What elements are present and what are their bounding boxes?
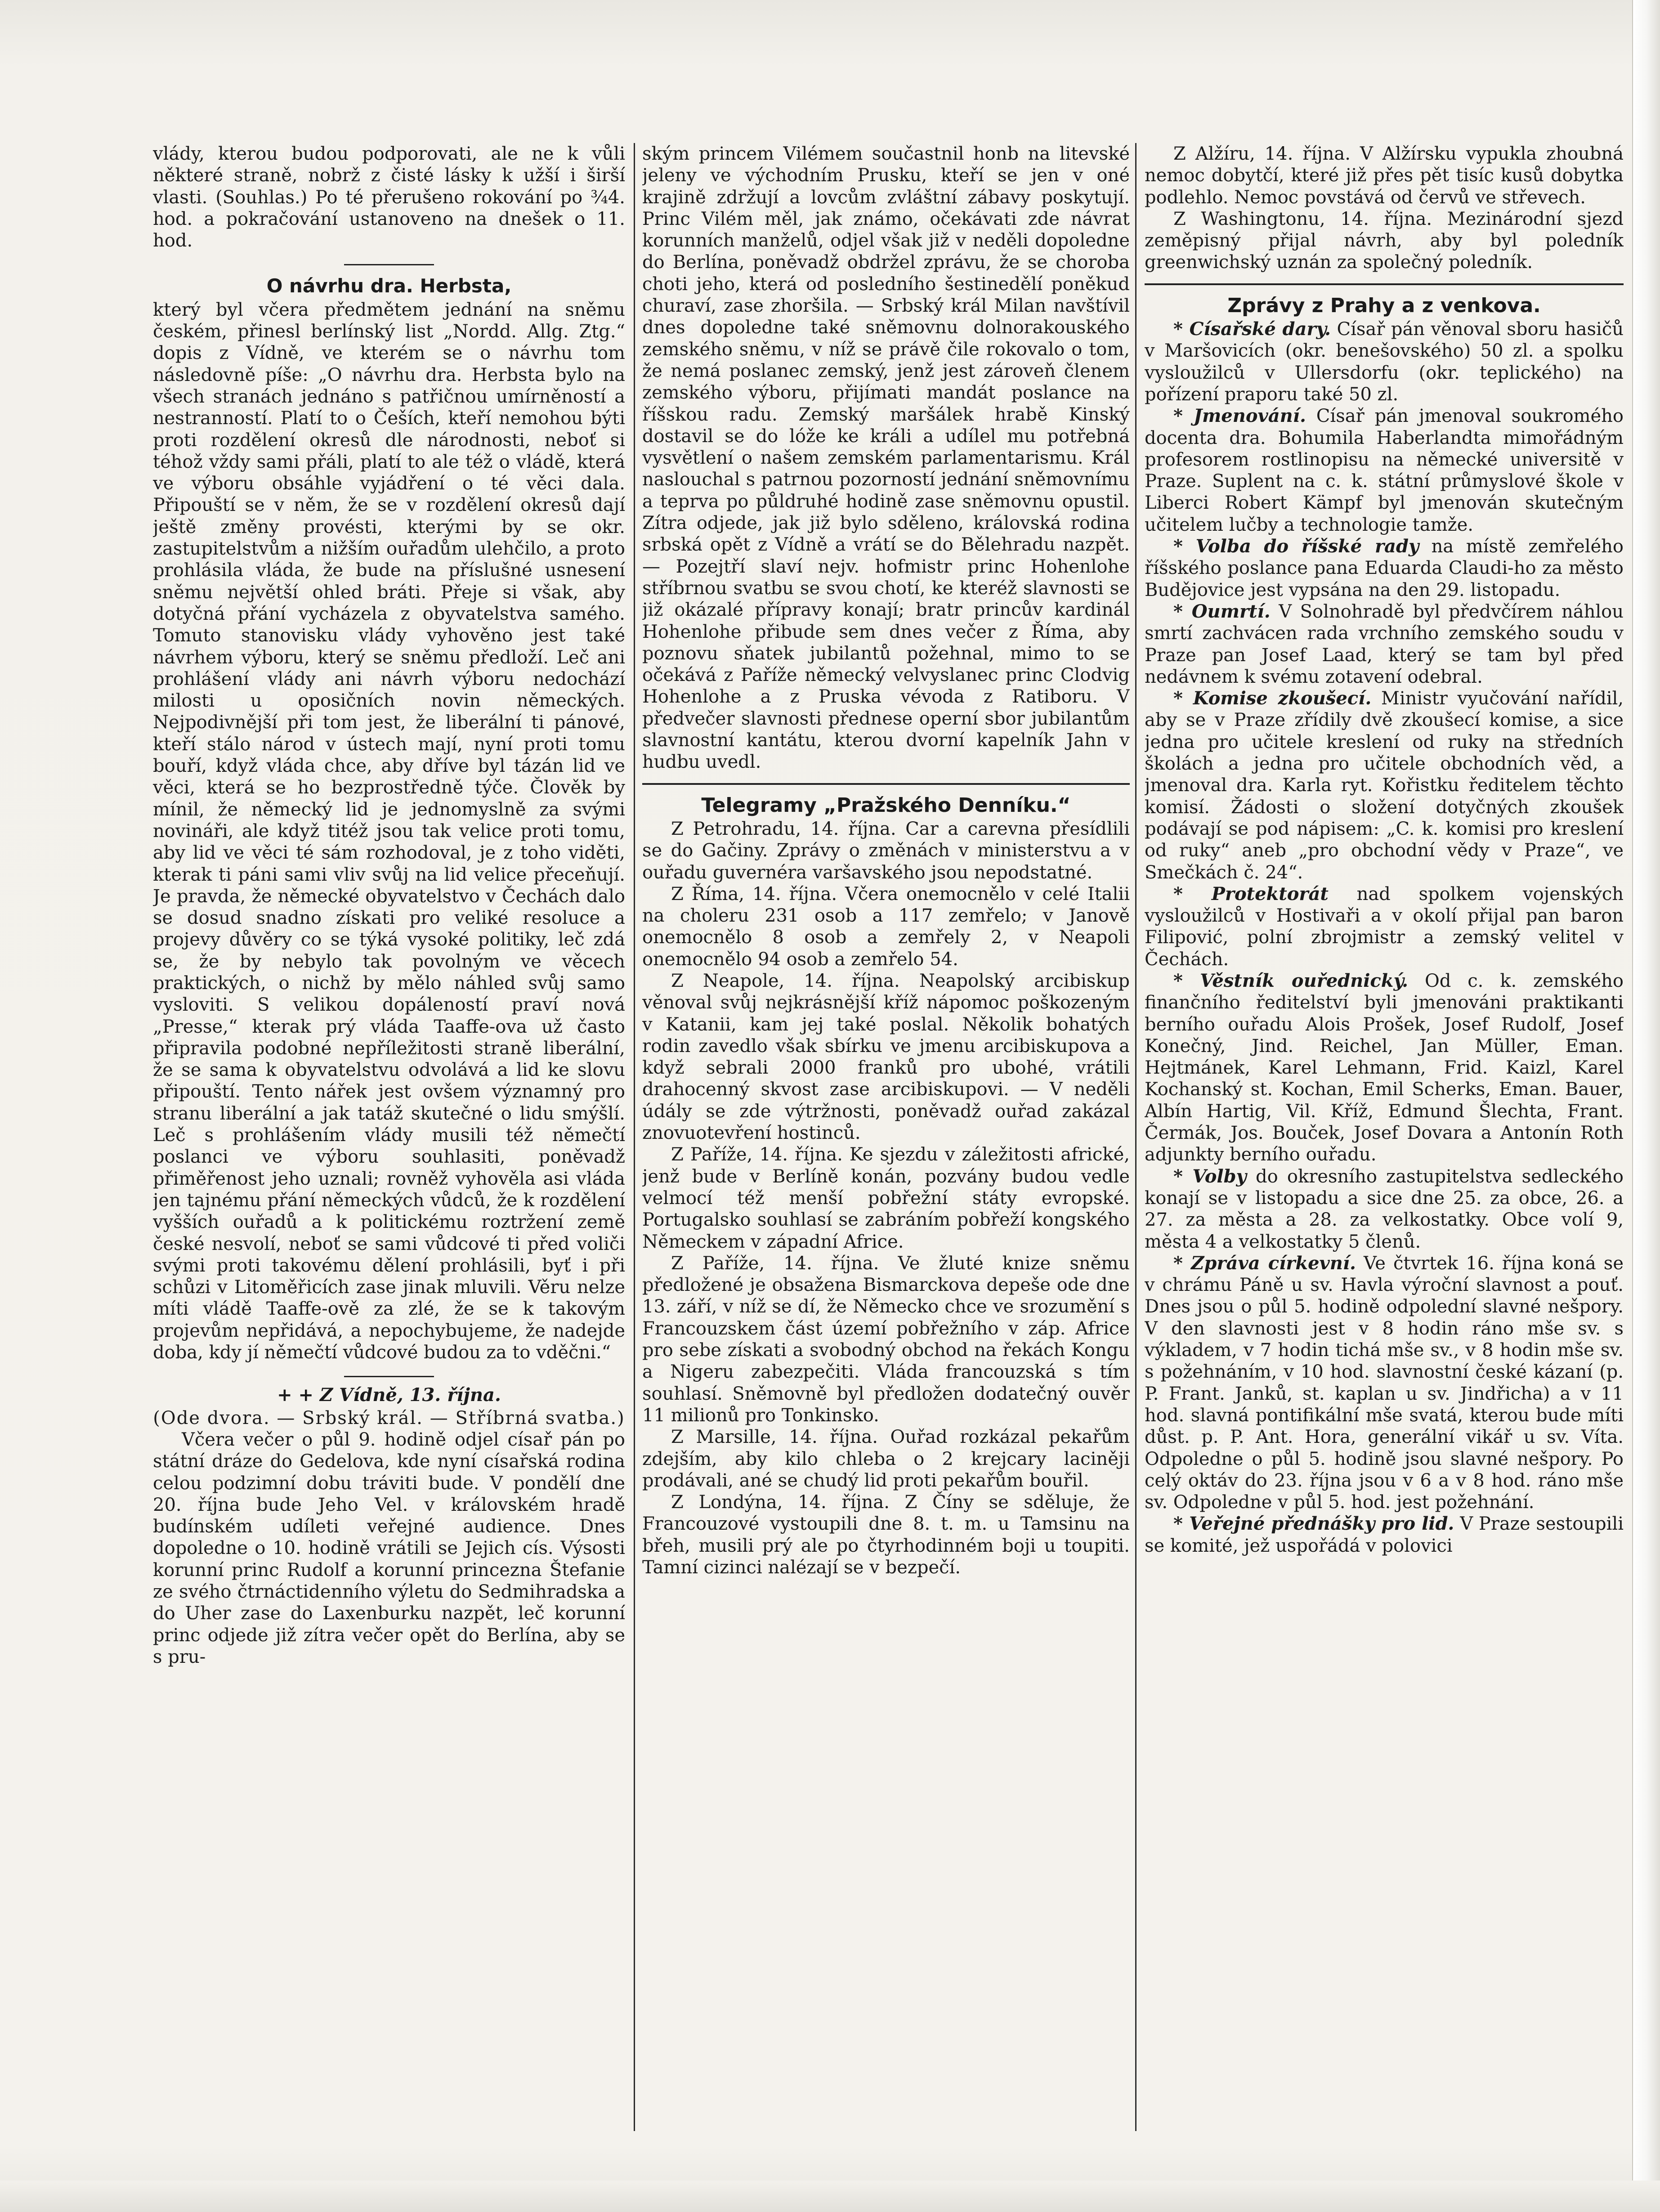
news-item-1-title: * Císařské dary. (1173, 318, 1331, 340)
column-2 (642, 143, 1130, 2140)
telegram-5: Z Paříže, 14. října. Ve žluté knize sněmu předložené je obsažena Bismarckova depeše ode dne 13. září, v níž se dí, že Německo chce ve srozumění s Francouzskem část území pobřežního v záp. Africe pro sebe získati a svobodný obchod na řekách Kongu a Nigeru zabezpečiti. Vláda francouzská s tím souhlasí. Sněmovně byl předložen dodatečný ouvěr 11 milionů pro Tonkinsko. (642, 1253, 1130, 1426)
news-item-8-title: * Volby (1173, 1165, 1247, 1187)
news-item-10-title: * Veřejné přednášky pro lid. (1173, 1513, 1454, 1535)
news-item-8 (1145, 1166, 1624, 1253)
news-item-5-title: * Komise zkoušecí. (1173, 688, 1372, 709)
telegram-6: Z Marsille, 14. října. Ouřad rozkázal pekařům zdejším, aby kilo chleba o 2 krejcary laciněji prodávali, ané se chudý lid proti pekařům bouřil. (642, 1427, 1130, 1491)
telegram-3: Z Neapole, 14. října. Neapolský arcibiskup věnoval svůj nejkrásnější kříž nápomoc poškozeným v Katanii, kam jej také poslal. Několik bohatých rodin zavedlo však sbírku ve jmenu arcibiskupova a když sebrali 2000 franků pro ubohé, vrátili drahocenný skvost zase arcibiskupovi. — V neděli údály se zde výtržnosti, poněvadž ouřad zakázal znovuotevření hostinců. (642, 970, 1130, 1144)
news-item-6-text: nad spolkem vojenských vysloužilců v Hostivaři a v okolí přijal pan baron Filipović, polní zbrojmistr a zemský velitel v Čechách. (1145, 883, 1624, 970)
col1-heading: O návrhu dra. Herbsta, (266, 275, 512, 297)
local-news-heading: Zprávy z Prahy a z venkova. (1227, 294, 1541, 317)
news-item-9 (1145, 1253, 1624, 1513)
col1-paragraph-3: Včera večer o půl 9. hodině odjel císař pán po státní dráze do Gedelova, kde nyní císařská rodina celou podzimní dobu tráviti bude. V pondělí dne 20. října bude Jeho Vel. v královském hradě budínském udíleti veřejné audience. Dnes dopoledne o 10. hodině vrátili se Jejich cís. Výsosti korunní princ Rudolf a korunní princezna Štefanie ze svého čtrnáctidenního výletu do Sedmihradska a do Uher zase do Laxenburku nazpět, leč korunní princ odjede již zítra večer opět do Berlína, aby se s pru- (153, 1429, 625, 1667)
section-rule-long (642, 783, 1130, 785)
telegram-7: Z Londýna, 14. října. Z Číny se sděluje, že Francouzové vystoupili dne 8. t. m. u Tamsinu na břeh, musili prý ale po čtyrhodinném boji u toupiti. Tamní cizinci nalézají se v bezpečí. (642, 1492, 1130, 1578)
column-divider-2 (1135, 143, 1136, 2131)
column-divider-1 (634, 143, 635, 2131)
news-item-3-title: * Volba do říšské rady (1173, 536, 1419, 557)
news-item-7 (1145, 970, 1624, 1166)
page-edge-right (1632, 0, 1660, 2212)
news-item-10-text: V Praze sestoupili se komité, jež uspořádá v polovici (1145, 1513, 1624, 1556)
news-item-4 (1145, 601, 1624, 688)
col2-paragraph-1: ským princem Vilémem součastnil honb na litevské jeleny ve východním Prusku, kteří se jen v oné krajině zdržují a lovcům zvláštní zábavy poskytují. Princ Vilém měl, jak známo, očekávati zde návrat korunních manželů, odjel však již v neděli dopoledne do Berlína, poněvadž obdržel zprávu, že se choroba choti jeho, která od posledního šestinedělí poněkud churaví, zase zhoršila. — Srbský král Milan navštívil dnes dopoledne také sněmovnu dolnorakouského zemského sněmu, v níž se právě čile rokovalo o tom, že nemá poslanec zemský, jenž jest zároveň členem zemského výboru, přijímati mandát poslance na říšskou radu. Zemský maršálek hrabě Kinský dostavil se do lóže ke králi a udílel mu potřebná vysvětlení o našem zemském parlamentarismu. Král naslouchal s patrnou pozorností jednání sněmovnímu a teprva po půldruhé hodině zase sněmovnu opustil. Zítra odjede, jak již bylo sděleno, královská rodina srbská opět z Vídně a vrátí se do Bělehradu nazpět. — Pozejtří slaví nejv. hofmistr princ Hohenlohe stříbrnou svatbu se svou chotí, ke kteréž slavnosti se již okázalé přípravy konají; bratr princův kardinál Hohenlohe přibude sem dnes večer z Říma, aby poznovu sňatek jubilantů požehnal, mimo to se očekává z Paříže německý velvyslanec princ Clodvig Hohenlohe a z Pruska vévoda z Ratiboru. V předvečer slavnosti přednese operní sbor jubilantům slavnostní kantátu, kterou dvorní kapelník Jahn v hudbu uvedl. (642, 143, 1130, 773)
news-item-3 (1145, 536, 1624, 601)
column-1 (153, 143, 625, 2140)
news-item-1 (1145, 318, 1624, 405)
news-item-2-text: Císař pán jmenoval soukromého docenta dra. Bohumila Haberlandta mimořádným profesorem rostlinopisu na německé universitě v Praze. Suplent na c. k. státní průmyslové škole v Liberci Robert Kämpf byl jmenován skutečným učitelem lučby a technologie tamže. (1145, 406, 1624, 535)
news-item-4-text: V Solnohradě byl předvčírem náhlou smrtí zachvácen rada vrchního zemského soudu v Praze pan Josef Laad, který se tam byl před nedávnem k svému zotavení odebral. (1145, 601, 1624, 687)
col1-paragraph-1: vlády, kterou budou podporovati, ale ne k vůli některé straně, nobrž z čisté lásky k užší i širší vlasti. (Souhlas.) Po té přerušeno rokování po ¾4. hod. a pokračování ustanoveno na dnešek o 11. hod. (153, 143, 625, 251)
news-item-5-text: Ministr vyučování nařídil, aby se v Praze zřídily dvě zkoušecí komise, a sice jedna pro učitele kreslení od ruky na středních školách a jedna pro učitele obchodních věd, a jmenoval dra. Karla ryt. Kořistku ředitelem těchto komisí. Žádosti o složení dotyčných zkoušek podávají se pod nápisem: „C. k. komisi pro kreslení od ruky“ aneb „pro obchodní vědy v Praze“, ve Smečkách č. 24“. (1145, 688, 1624, 883)
col1-dateline-sub: (Ode dvora. — Srbský král. — Stříbrná svatba.) (153, 1407, 625, 1428)
news-item-6-title: * Protektorát (1173, 883, 1329, 905)
news-item-10 (1145, 1513, 1624, 1557)
news-item-5 (1145, 688, 1624, 883)
news-item-4-title: * Oumrtí. (1173, 600, 1271, 622)
news-item-2 (1145, 405, 1624, 536)
section-rule (344, 264, 434, 265)
news-item-9-title: * Zpráva církevní. (1173, 1252, 1356, 1274)
section-rule-2 (344, 1376, 434, 1377)
col3-telegram-1: Z Alžíru, 14. října. V Alžírsku vypukla zhoubná nemoc dobytčí, které již přes pět tisíc kusů dobytka podlehlo. Nemoc povstává od červů ve střevech. (1145, 143, 1624, 208)
telegrams-heading: Telegramy „Pražského Denníku.“ (701, 793, 1071, 817)
news-item-9-text: Ve čtvrtek 16. října koná se v chrámu Páně u sv. Havla výroční slavnost a pouť. Dnes jsou o půl 5. hodině odpolední slavné nešpory. V den slavnosti jest v 8 hodin ráno mše sv. s výkladem, v 7 hodin tichá mše sv., v 8 hodin mše sv. s požehnáním, v 10 hod. slavnostní české kázaní (p. P. Frant. Janků, st. kaplan u sv. Jindřicha) a v 11 hod. slavná pontifikální mše svatá, kterou bude míti důst. p. P. Ant. Hora, generální vikář u sv. Víta. Odpoledne o půl 5. hodině jsou slavné nešpory. Po celý oktáv do 23. října jsou v 6 a v 8 hod. ráno mše sv. Odpoledne v půl 5. hod. jest požehnání. (1145, 1253, 1624, 1513)
news-item-1-text: Císař pán věnoval sboru hasičů v Maršovicích (okr. benešovského) 50 zl. a spolku vysloužilců v Ullersdorfu (okr. teplického) na pořízení praporu také 50 zl. (1145, 319, 1624, 405)
news-item-2-title: * Jmenování. (1173, 405, 1306, 427)
column-3 (1145, 143, 1624, 2140)
page-edge-bottom (0, 2181, 1660, 2212)
telegram-2: Z Říma, 14. října. Včera onemocnělo v celé Italii na choleru 231 osob a 117 zemřelo; v Janově onemocnělo 8 osob a zemřely 2, v Neapoli onemocnělo 94 osob a zemřelo 54. (642, 883, 1130, 970)
telegram-4: Z Paříže, 14. října. Ke sjezdu v záležitosti africké, jenž bude v Berlíně konán, pozvány budou vedle velmocí též menší pobřežní státy evropské. Portugalsko souhlasí se zabráním pobřeží kongského Německem v západní Africe. (642, 1144, 1130, 1252)
news-item-3-text: na místě zemřelého říšského poslance pana Eduarda Claudi-ho za město Budějovice jest vypsána na den 29. listopadu. (1145, 536, 1624, 600)
news-item-6 (1145, 883, 1624, 970)
col1-paragraph-2: který byl včera předmětem jednání na sněmu českém, přinesl berlínský list „Nordd. Allg. Ztg.“ dopis z Vídně, ve kterém se o návrhu tom následovně píše: „O návrhu dra. Herbsta bylo na všech stranách jednáno s patřičnou umírněností a nestranností. Platí to o Češích, kteří nemohou býti proti rozdělení okresů dle národnosti, neboť si téhož vždy sami přáli, platí to ale též o vládě, která ve výboru obsáhle vyjádření o té věci dala. Připouští se v něm, že se v rozdělení okresů dají ještě změny provésti, kterými by se okr. zastupitelstvům a nižším ouřadům ulehčilo, a proto prohlásila vláda, že bude na příslušné usnesení sněmu největší ohled bráti. Přeje si však, aby dotyčná přání vycházela z obyvatelstva samého. Tomuto stanovisku vlády vyhověno jest také návrhem výboru, který se sněmu předloží. Leč ani prohlášení vlády ani návrh výboru nedochází milosti u oposičních novin německých. Nejpodivnější při tom jest, že liberální ti pánové, kteří stálo národ v ústech mají, nyní proti tomu bouří, když vláda chce, aby dříve byl tázán lid ve věci, která se ho bezprostředně týče. Člověk by mínil, že německý lid je jednomyslně za svými novináři, ale když titéž jsou tak velice proti tomu, aby lid ve věci té sám rozhodoval, je z toho viděti, kterak ti páni sami vliv svůj na lid velice přeceňují. Je pravda, že německé obyvatelstvo v Čechách dalo se dosud snadno získati pro veliké resoluce a projevy důvěry co se týká vysoké politiky, leč zdá se, že by nebylo tak povolným ve věcech praktických, o nichž by mělo náhled svůj samo vysloviti. S velikou dopáleností praví nová „Presse,“ kterak prý vláda Taaffe-ova už často připravila podobné nepříležitosti straně liberální, že se sama k obyvatelstvu odvolává a lid ke slovu připouští. Tento nářek jest ovšem významný pro stranu liberální a jak tatáž skutečné o lidu smýšlí. Leč s prohlášením vlády musili též němečtí poslanci ve výboru souhlasiti, poněvadž přiměřenost jeho uznali; rovněž vyhověla asi vláda jen tajnému přání německých vůdců, že k rozdělení vyšších ouřadů a k politickému roztržení země české nesvolí, neboť se sami vůdcové ti před voliči svými proti takovému dělení prohlásili, byť i při schůzi v Litoměřicích zase jinak mluvili. Věru nelze míti vládě Taaffe-ově za zlé, že se k takovým projevům nepřidává, a nepochybujeme, že nadejde doba, kdy jí němečtí vůdcové budou za to vděčni.“ (153, 299, 625, 1363)
section-rule-long-2 (1145, 283, 1624, 285)
col1-dateline: + + Z Vídně, 13. října. (277, 1384, 501, 1406)
news-item-7-title: * Věstník ouřednický. (1173, 970, 1409, 991)
news-item-7-text: Od c. k. zemského finančního ředitelství byli jmenováni praktikanti berního ouřadu Alois Prošek, Josef Rudolf, Josef Konečný, Jind. Reichel, Jan Müller, Eman. Hejtmánek, Karel Lehmann, Frid. Kaizl, Karel Kochanský st. Kochan, Emil Scherks, Eman. Bauer, Albín Hartig, Vil. Kříž, Edmund Šlechta, Frant. Čermák, Jos. Bouček, Josef Dovara a Antonín Roth adjunkty berního ouřadu. (1145, 970, 1624, 1165)
telegram-1: Z Petrohradu, 14. října. Car a carevna přesídlili se do Gačiny. Zprávy o změnách v ministerstvu a v ouřadu guvernéra varšavského jsou nepodstatné. (642, 818, 1130, 883)
col3-telegram-2: Z Washingtonu, 14. října. Mezinárodní sjezd zeměpisný přijal návrh, aby byl poledník greenwichský uznán za společný poledník. (1145, 208, 1624, 273)
news-item-8-text: do okresního zastupitelstva sedleckého konají se v listopadu a sice dne 25. za obce, 26. a 27. za města a 28. za velkostatky. Obce volí 9, města 4 a velkostatky 5 členů. (1145, 1166, 1624, 1252)
